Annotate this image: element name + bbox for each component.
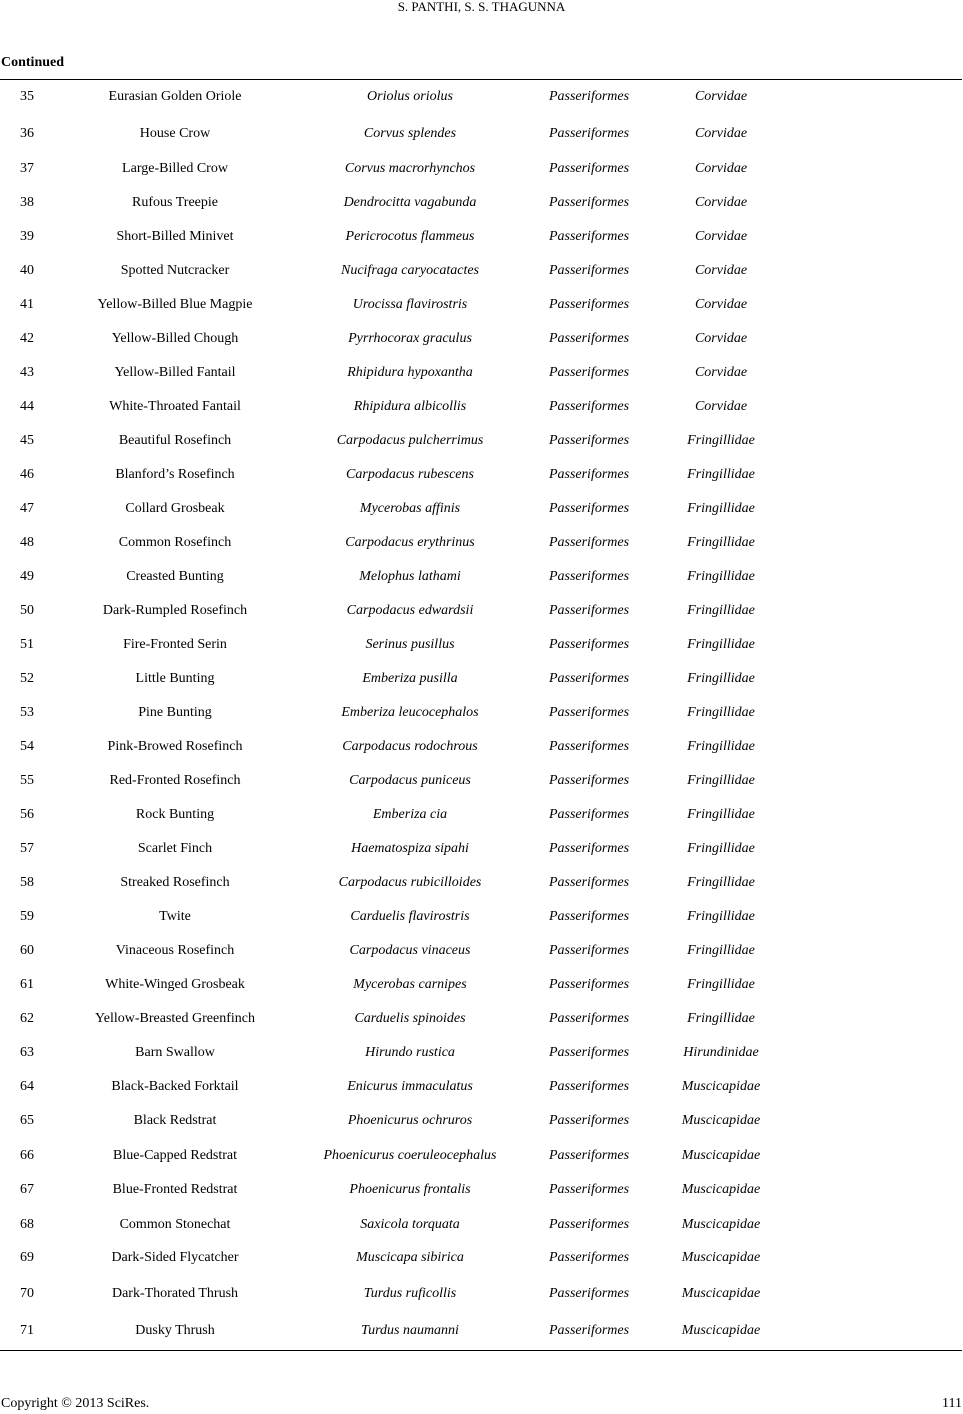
table-row (0, 159, 963, 179)
species-number: 70 (20, 1286, 34, 1301)
family-name: Fringillidae (687, 875, 755, 890)
table-row (0, 1077, 963, 1097)
scientific-name: Pericrocotus flammeus (345, 229, 475, 244)
table-row (0, 1111, 963, 1131)
common-name: Black-Backed Forktail (111, 1079, 239, 1094)
family-name: Fringillidae (687, 943, 755, 958)
order-name: Passeriformes (548, 943, 630, 958)
common-name: Eurasian Golden Oriole (108, 89, 242, 104)
table-row (0, 533, 963, 553)
order-name: Passeriformes (548, 807, 630, 822)
order-name: Passeriformes (548, 229, 630, 244)
common-name: Dusky Thrush (135, 1323, 215, 1338)
table-bottom-rule (0, 1350, 962, 1351)
scientific-name: Carpodacus edwardsii (346, 603, 474, 618)
species-number: 47 (20, 501, 34, 516)
scientific-name: Mycerobas carnipes (353, 977, 467, 992)
species-number: 66 (20, 1148, 34, 1163)
species-number: 61 (20, 977, 34, 992)
species-number: 68 (20, 1217, 34, 1232)
species-number: 44 (20, 399, 34, 414)
common-name: Fire-Fronted Serin (123, 637, 227, 652)
species-number: 67 (20, 1182, 34, 1197)
table-row (0, 907, 963, 927)
scientific-name: Carpodacus erythrinus (345, 535, 475, 550)
species-number: 36 (20, 126, 34, 141)
family-name: Corvidae (694, 399, 748, 414)
family-name: Fringillidae (687, 569, 755, 584)
table-row (0, 397, 963, 417)
table-row (0, 87, 963, 107)
species-number: 37 (20, 161, 34, 176)
scientific-name: Nucifraga caryocatactes (340, 263, 480, 278)
order-name: Passeriformes (548, 875, 630, 890)
common-name: Common Stonechat (119, 1217, 231, 1232)
table-row (0, 771, 963, 791)
copyright-notice: Copyright © 2013 SciRes. (1, 1396, 150, 1411)
common-name: Streaked Rosefinch (120, 875, 230, 890)
common-name: Beautiful Rosefinch (118, 433, 232, 448)
common-name: Barn Swallow (135, 1045, 215, 1060)
order-name: Passeriformes (548, 161, 630, 176)
family-name: Fringillidae (687, 467, 755, 482)
species-number: 54 (20, 739, 34, 754)
family-name: Corvidae (694, 126, 748, 141)
species-number: 52 (20, 671, 34, 686)
table-row (0, 227, 963, 247)
order-name: Passeriformes (548, 705, 630, 720)
family-name: Muscicapidae (681, 1217, 761, 1232)
family-name: Corvidae (694, 331, 748, 346)
common-name: Dark-Sided Flycatcher (111, 1250, 239, 1265)
scientific-name: Carpodacus rodochrous (342, 739, 478, 754)
species-number: 39 (20, 229, 34, 244)
table-row (0, 431, 963, 451)
page-number: 111 (942, 1396, 962, 1411)
species-number: 45 (20, 433, 34, 448)
family-name: Corvidae (694, 263, 748, 278)
scientific-name: Rhipidura albicollis (353, 399, 467, 414)
common-name: Rock Bunting (135, 807, 215, 822)
order-name: Passeriformes (548, 535, 630, 550)
species-number: 64 (20, 1079, 34, 1094)
family-name: Fringillidae (687, 637, 755, 652)
species-number: 71 (20, 1323, 34, 1338)
species-number: 41 (20, 297, 34, 312)
scientific-name: Muscicapa sibirica (356, 1250, 464, 1265)
family-name: Muscicapidae (681, 1079, 761, 1094)
scientific-name: Dendrocitta vagabunda (343, 195, 477, 210)
table-continued-label: Continued (1, 55, 65, 70)
species-number: 40 (20, 263, 34, 278)
family-name: Hirundinidae (683, 1045, 759, 1060)
common-name: Dark-Rumpled Rosefinch (102, 603, 248, 618)
table-row (0, 193, 963, 213)
table-row (0, 941, 963, 961)
table-row (0, 839, 963, 859)
family-name: Muscicapidae (681, 1113, 761, 1128)
table-row (0, 1146, 963, 1166)
scientific-name: Enicurus immaculatus (347, 1079, 473, 1094)
order-name: Passeriformes (548, 501, 630, 516)
order-name: Passeriformes (548, 399, 630, 414)
table-row (0, 499, 963, 519)
table-row (0, 295, 963, 315)
order-name: Passeriformes (548, 671, 630, 686)
family-name: Fringillidae (687, 501, 755, 516)
common-name: Dark-Thorated Thrush (111, 1286, 239, 1301)
species-number: 63 (20, 1045, 34, 1060)
scientific-name: Turdus ruficollis (363, 1286, 457, 1301)
table-row (0, 635, 963, 655)
order-name: Passeriformes (548, 1148, 630, 1163)
family-name: Fringillidae (687, 977, 755, 992)
order-name: Passeriformes (548, 637, 630, 652)
common-name: Scarlet Finch (137, 841, 213, 856)
scientific-name: Phoenicurus coeruleocephalus (323, 1148, 497, 1163)
order-name: Passeriformes (548, 331, 630, 346)
family-name: Fringillidae (687, 773, 755, 788)
table-row (0, 1248, 963, 1268)
family-name: Corvidae (694, 89, 748, 104)
family-name: Fringillidae (687, 603, 755, 618)
scientific-name: Haematospiza sipahi (351, 841, 469, 856)
order-name: Passeriformes (548, 263, 630, 278)
scientific-name: Carduelis flavirostris (350, 909, 470, 924)
scientific-name: Mycerobas affinis (359, 501, 461, 516)
table-row (0, 601, 963, 621)
order-name: Passeriformes (548, 1011, 630, 1026)
table-row (0, 261, 963, 281)
family-name: Fringillidae (687, 909, 755, 924)
species-number: 42 (20, 331, 34, 346)
species-number: 53 (20, 705, 34, 720)
order-name: Passeriformes (548, 739, 630, 754)
order-name: Passeriformes (548, 909, 630, 924)
species-number: 48 (20, 535, 34, 550)
species-number: 35 (20, 89, 34, 104)
scientific-name: Urocissa flavirostris (352, 297, 468, 312)
common-name: Pine Bunting (138, 705, 212, 720)
common-name: Blue-Capped Redstrat (112, 1148, 238, 1163)
species-number: 43 (20, 365, 34, 380)
order-name: Passeriformes (548, 1182, 630, 1197)
common-name: Red-Fronted Rosefinch (109, 773, 241, 788)
table-row (0, 1215, 963, 1235)
scientific-name: Carpodacus rubicilloides (338, 875, 482, 890)
species-number: 62 (20, 1011, 34, 1026)
species-number: 59 (20, 909, 34, 924)
species-number: 56 (20, 807, 34, 822)
order-name: Passeriformes (548, 195, 630, 210)
common-name: Creasted Bunting (126, 569, 224, 584)
family-name: Fringillidae (687, 705, 755, 720)
scientific-name: Emberiza cia (372, 807, 448, 822)
common-name: Yellow-Breasted Greenfinch (95, 1011, 255, 1026)
order-name: Passeriformes (548, 433, 630, 448)
scientific-name: Melophus lathami (359, 569, 461, 584)
species-number: 57 (20, 841, 34, 856)
common-name: Blue-Fronted Redstrat (112, 1182, 238, 1197)
family-name: Corvidae (694, 365, 748, 380)
species-number: 69 (20, 1250, 34, 1265)
order-name: Passeriformes (548, 365, 630, 380)
common-name: Yellow-Billed Chough (111, 331, 239, 346)
order-name: Passeriformes (548, 297, 630, 312)
family-name: Muscicapidae (681, 1286, 761, 1301)
scientific-name: Phoenicurus ochruros (347, 1113, 473, 1128)
species-table (0, 80, 963, 1350)
scientific-name: Emberiza leucocephalos (341, 705, 479, 720)
scientific-name: Corvus splendes (363, 126, 457, 141)
table-row (0, 1009, 963, 1029)
scientific-name: Pyrrhocorax graculus (348, 331, 472, 346)
order-name: Passeriformes (548, 1045, 630, 1060)
table-row (0, 703, 963, 723)
family-name: Corvidae (694, 161, 748, 176)
species-number: 49 (20, 569, 34, 584)
order-name: Passeriformes (548, 1286, 630, 1301)
order-name: Passeriformes (548, 569, 630, 584)
family-name: Corvidae (694, 195, 748, 210)
order-name: Passeriformes (548, 126, 630, 141)
species-number: 38 (20, 195, 34, 210)
order-name: Passeriformes (548, 977, 630, 992)
table-row (0, 1284, 963, 1304)
order-name: Passeriformes (548, 841, 630, 856)
table-row (0, 737, 963, 757)
common-name: Short-Billed Minivet (116, 229, 234, 244)
family-name: Muscicapidae (681, 1250, 761, 1265)
order-name: Passeriformes (548, 467, 630, 482)
scientific-name: Rhipidura hypoxantha (347, 365, 473, 380)
table-row (0, 124, 963, 144)
scientific-name: Corvus macrorhynchos (344, 161, 476, 176)
order-name: Passeriformes (548, 1250, 630, 1265)
scientific-name: Carduelis spinoides (354, 1011, 466, 1026)
family-name: Muscicapidae (681, 1148, 761, 1163)
species-number: 46 (20, 467, 34, 482)
table-row (0, 363, 963, 383)
common-name: Collard Grosbeak (125, 501, 225, 516)
family-name: Fringillidae (687, 841, 755, 856)
common-name: Vinaceous Rosefinch (115, 943, 235, 958)
family-name: Fringillidae (687, 1011, 755, 1026)
table-row (0, 567, 963, 587)
common-name: Pink-Browed Rosefinch (107, 739, 243, 754)
scientific-name: Carpodacus vinaceus (349, 943, 471, 958)
scientific-name: Carpodacus rubescens (346, 467, 474, 482)
species-number: 65 (20, 1113, 34, 1128)
table-row (0, 329, 963, 349)
scientific-name: Carpodacus puniceus (349, 773, 471, 788)
table-row (0, 805, 963, 825)
common-name: Little Bunting (135, 671, 215, 686)
species-number: 60 (20, 943, 34, 958)
order-name: Passeriformes (548, 1113, 630, 1128)
species-number: 50 (20, 603, 34, 618)
scientific-name: Hirundo rustica (365, 1045, 455, 1060)
common-name: White-Throated Fantail (109, 399, 241, 414)
common-name: White-Winged Grosbeak (105, 977, 245, 992)
table-row (0, 1180, 963, 1200)
common-name: House Crow (139, 126, 211, 141)
common-name: Rufous Treepie (132, 195, 218, 210)
order-name: Passeriformes (548, 1217, 630, 1232)
order-name: Passeriformes (548, 1079, 630, 1094)
table-row (0, 873, 963, 893)
family-name: Muscicapidae (681, 1323, 761, 1338)
common-name: Blanford’s Rosefinch (115, 467, 235, 482)
order-name: Passeriformes (548, 89, 630, 104)
species-number: 58 (20, 875, 34, 890)
scientific-name: Oriolus oriolus (367, 89, 453, 104)
table-row (0, 465, 963, 485)
common-name: Large-Billed Crow (122, 161, 228, 176)
scientific-name: Emberiza pusilla (362, 671, 458, 686)
scientific-name: Phoenicurus frontalis (349, 1182, 471, 1197)
family-name: Fringillidae (687, 671, 755, 686)
order-name: Passeriformes (548, 603, 630, 618)
order-name: Passeriformes (548, 773, 630, 788)
common-name: Yellow-Billed Blue Magpie (97, 297, 253, 312)
family-name: Fringillidae (687, 433, 755, 448)
family-name: Fringillidae (687, 535, 755, 550)
common-name: Yellow-Billed Fantail (114, 365, 236, 380)
common-name: Common Rosefinch (118, 535, 232, 550)
common-name: Black Redstrat (133, 1113, 217, 1128)
scientific-name: Saxicola torquata (360, 1217, 460, 1232)
table-row (0, 975, 963, 995)
scientific-name: Turdus naumanni (361, 1323, 459, 1338)
species-number: 51 (20, 637, 34, 652)
family-name: Corvidae (694, 229, 748, 244)
common-name: Twite (159, 909, 191, 924)
family-name: Corvidae (694, 297, 748, 312)
scientific-name: Carpodacus pulcherrimus (336, 433, 484, 448)
family-name: Fringillidae (687, 807, 755, 822)
common-name: Spotted Nutcracker (120, 263, 230, 278)
table-row (0, 1043, 963, 1063)
table-row (0, 1321, 963, 1341)
table-row (0, 669, 963, 689)
family-name: Muscicapidae (681, 1182, 761, 1197)
scientific-name: Serinus pusillus (365, 637, 455, 652)
family-name: Fringillidae (687, 739, 755, 754)
species-number: 55 (20, 773, 34, 788)
running-header: S. PANTHI, S. S. THAGUNNA (397, 0, 566, 14)
order-name: Passeriformes (548, 1323, 630, 1338)
